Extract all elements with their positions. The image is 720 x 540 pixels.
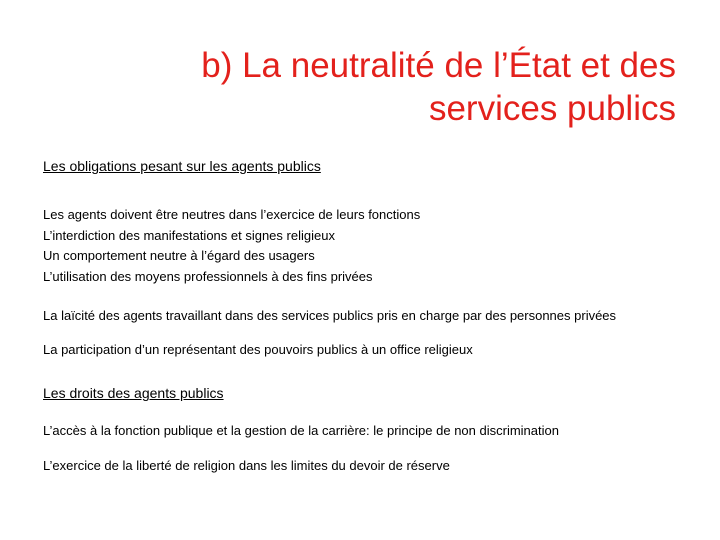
obligation-item: Les agents doivent être neutres dans l’exercice de leurs fonctions bbox=[43, 207, 421, 222]
slide-title-line-2: services publics bbox=[428, 89, 676, 128]
obligation-item: L’utilisation des moyens professionnels à des fins privées bbox=[43, 269, 373, 284]
participation-text: La participation d’un représentant des pouvoirs publics à un office religieux bbox=[43, 342, 473, 357]
droits-heading: Les droits des agents publics bbox=[43, 385, 224, 401]
laicite-text: La laïcité des agents travaillant dans des services publics pris en charge par des personnes privées bbox=[43, 308, 617, 323]
slide-title-line-1: b) La neutralité de l’État et des bbox=[201, 46, 676, 85]
exercice-text: L’exercice de la liberté de religion dans les limites du devoir de réserve bbox=[43, 458, 450, 473]
obligations-heading: Les obligations pesant sur les agents publics bbox=[43, 158, 321, 174]
slide-title bbox=[116, 44, 676, 130]
acces-text: L’accès à la fonction publique et la gestion de la carrière: le principe de non discrimination bbox=[43, 423, 559, 438]
obligation-item: L’interdiction des manifestations et signes religieux bbox=[43, 228, 335, 243]
obligation-item: Un comportement neutre à l’égard des usagers bbox=[43, 248, 315, 263]
